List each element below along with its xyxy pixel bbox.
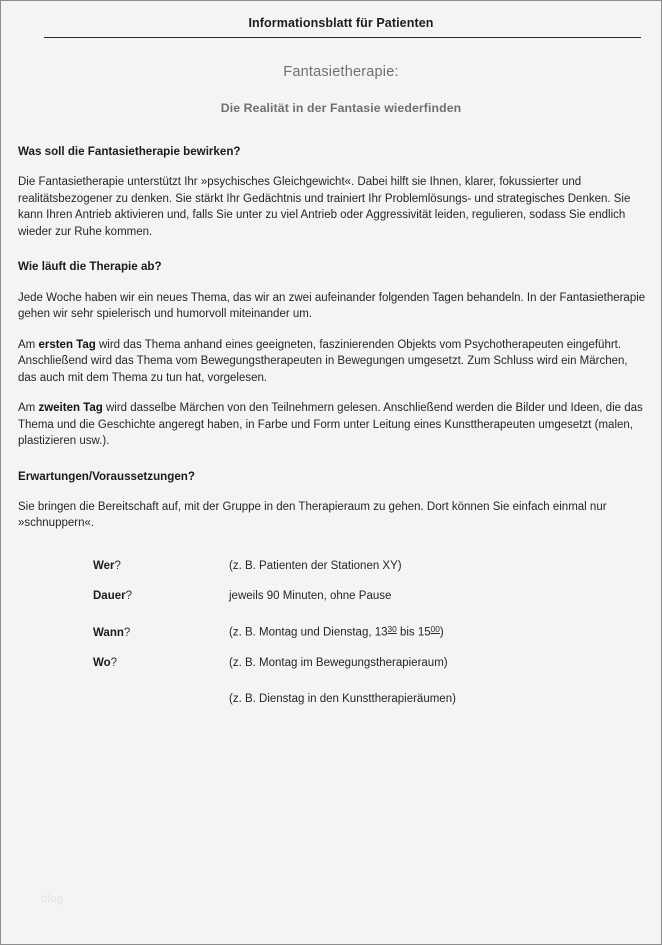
page-content [18,1,646,945]
qa-label-wer [93,560,229,572]
qa-label-wo-question-mark: ? [110,656,118,669]
qa-label-wann-question-mark: ? [123,626,131,639]
qa-value-wann [229,624,444,641]
document-header [18,1,646,38]
zweiter-tag-pre: Am [18,402,39,415]
qa-row-wann [93,624,646,641]
zweiter-tag-post: wird dasselbe Märchen von den Teilnehmern gelesen. Anschließend werden die Bilder und Ideen, die das Thema und die Geschichte angeregt haben, in Farbe und Form unter Leitung eines Kunsttherapeuten umgesetzt (malen, plastizieren usw.). [18,402,643,448]
qa-row-dauer [93,588,646,604]
erster-tag-post: wird das Thema anhand eines geeigneten, faszinierenden Objekts vom Psychotherapeuten eingeführt. Anschließend wird das Thema vom Bewegungstherapeuten in Bewegungen umgesetzt. Zum Schluss wird ein Märchen, das auch mit dem Thema zu tun hat, vorgelesen. [18,338,628,384]
header-divider [44,37,641,38]
qa-label-wo-text: Wo [93,656,111,669]
section-heading-erwartungen: Erwartungen/Voraussetzungen? [18,469,195,483]
qa-value-wo-secondary: (z. B. Dienstag in den Kunsttherapieräumen) [229,692,456,705]
qa-label-dauer-question-mark: ? [125,589,133,602]
qa-label-wo [93,657,229,669]
paragraph-zweiter-tag [18,400,646,450]
erster-tag-emphasis: ersten Tag [38,338,96,351]
qa-value-wo: (z. B. Montag im Bewegungstherapieraum) [229,656,448,669]
qa-label-wer-question-mark: ? [114,559,121,572]
zweiter-tag-emphasis: zweiten Tag [38,402,103,415]
section-heading-wirkung: Was soll die Fantasietherapie bewirken? [18,145,241,158]
qa-value-wann-minutes-end: 00 [430,625,440,635]
title-block [18,64,646,115]
qa-label-wann [93,627,229,639]
qa-value-wer: (z. B. Patienten der Stationen XY) [229,559,402,572]
header-title: Informationsblatt für Patienten [248,16,434,30]
section-heading-ablauf: Wie läuft die Therapie ab? [18,260,162,274]
watermark: blog [41,893,64,905]
qa-row-wer [93,558,646,574]
page-title: Fantasietherapie: [283,64,399,80]
qa-label-dauer [93,590,229,602]
qa-value-wann-post: ) [439,626,444,639]
qa-label-wann-text: Wann [93,626,124,639]
qa-label-wer-text: Wer [93,559,115,572]
document-body [18,144,646,532]
paragraph-wirkung: Die Fantasietherapie unterstützt Ihr »psychisches Gleichgewicht«. Dabei hilft sie Ihnen, klarer, fokussierter und realitätsbezogener zu denken. Sie stärkt Ihr Gedächtnis und trainiert Ihr Problemlösungs- und strategisches Denken. Sie kann Ihren Antrieb aktivieren und, falls Sie unter zu viel Antrieb oder Aggressivität leiden, regulieren, sodass Sie endlich wieder zur Ruhe kommen. [18,176,631,238]
qa-row-wo-secondary [93,691,646,707]
qa-row-wo [93,655,646,671]
paragraph-ablauf: Jede Woche haben wir ein neues Thema, das wir an zwei aufeinander folgenden Tagen behandeln. In der Fantasietherapie gehen wir sehr spielerisch und humorvoll miteinander um. [18,291,646,321]
qa-label-dauer-text: Dauer [93,589,126,602]
paragraph-erwartungen: Sie bringen die Bereitschaft auf, mit der Gruppe in den Therapieraum zu gehen. Dort können Sie einfach einmal nur »schnuppern«. [18,500,607,530]
qa-value-dauer: jeweils 90 Minuten, ohne Pause [229,589,392,602]
page-subtitle: Die Realität in der Fantasie wiederfinden [220,101,462,115]
qa-value-wann-pre: (z. B. Montag und Dienstag, 13 [229,626,388,639]
qa-value-wann-minutes-start: 30 [387,625,397,635]
paragraph-erster-tag [18,337,646,387]
qa-list [93,558,646,707]
qa-value-wann-mid: bis 15 [396,626,431,639]
erster-tag-pre: Am [18,338,39,351]
